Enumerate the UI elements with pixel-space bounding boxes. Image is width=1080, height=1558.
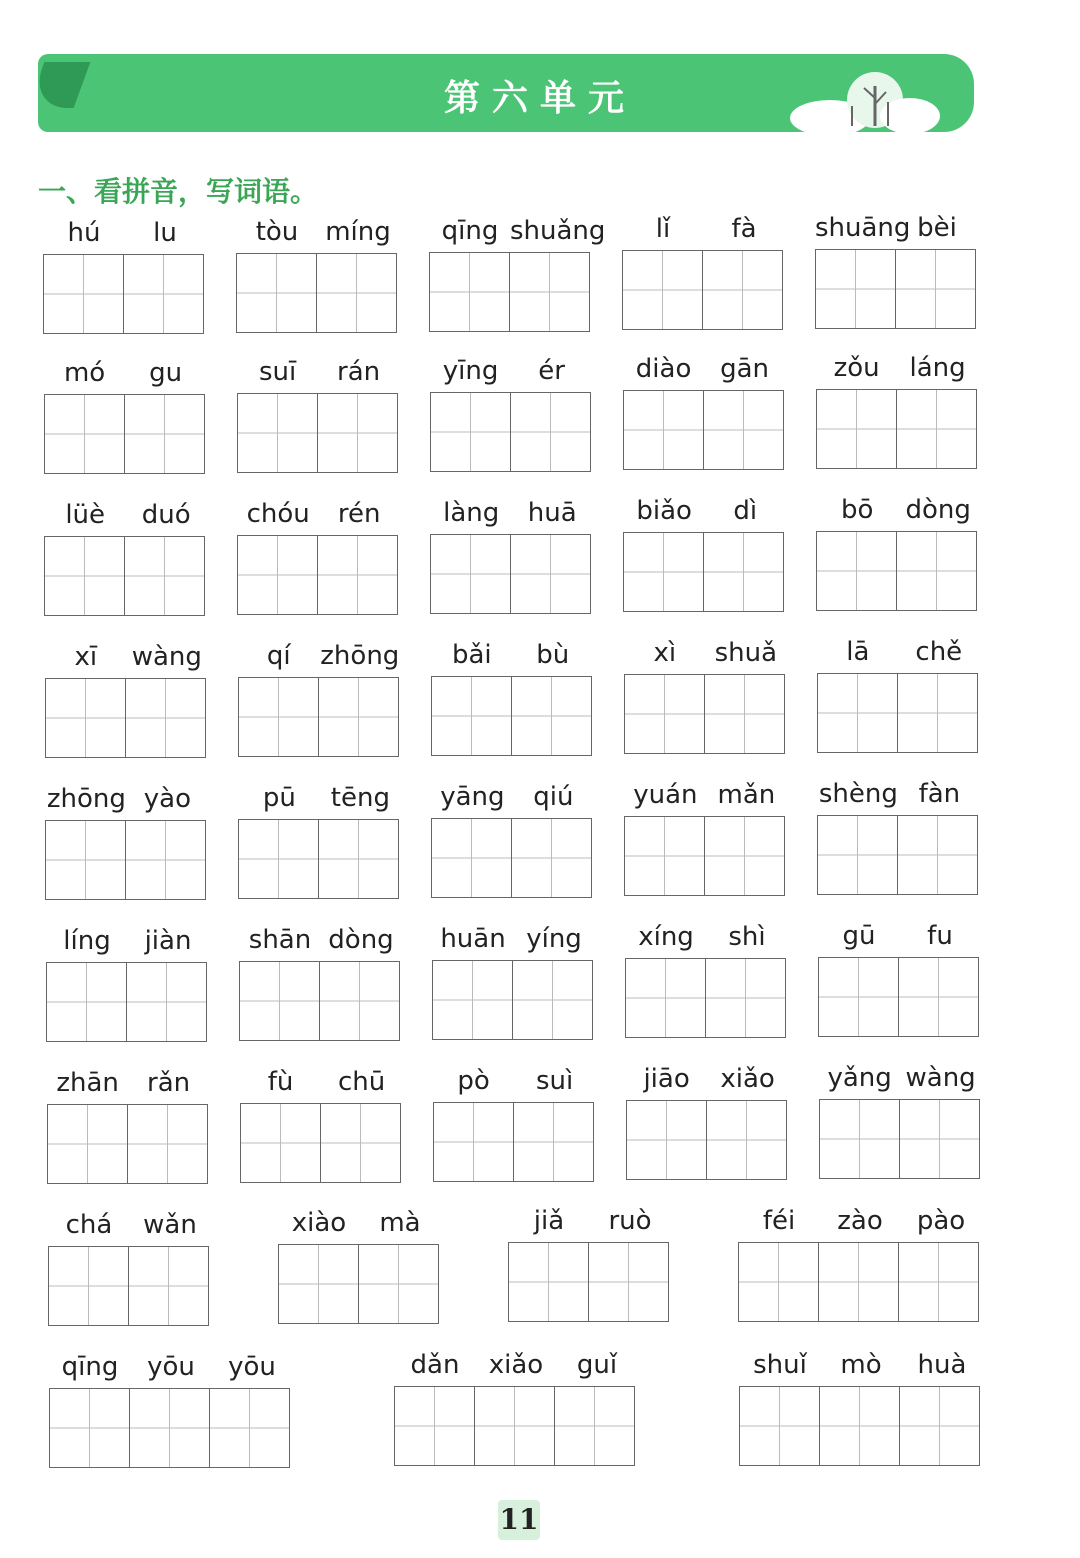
writing-boxes (433, 1102, 594, 1182)
pinyin-syllable: xiǎo (720, 1064, 775, 1095)
writing-boxes (624, 674, 785, 754)
writing-box[interactable] (623, 532, 704, 612)
page-number: 11 (498, 1500, 540, 1540)
writing-boxes (43, 254, 204, 334)
pinyin-syllable: ér (538, 355, 565, 386)
writing-boxes (817, 673, 978, 753)
pinyin-syllable: hú (67, 218, 101, 248)
writing-box[interactable] (125, 678, 206, 758)
writing-box[interactable] (238, 819, 319, 899)
pinyin-syllable: chá (65, 1210, 113, 1240)
writing-box[interactable] (625, 958, 706, 1038)
writing-box[interactable] (512, 960, 593, 1040)
writing-boxes (46, 962, 207, 1042)
writing-box[interactable] (624, 816, 705, 896)
pinyin-syllable: míng (325, 216, 391, 247)
pinyin-syllable: xíng (638, 922, 694, 953)
pinyin-syllable: lu (153, 218, 177, 248)
writing-boxes (45, 678, 206, 758)
writing-box[interactable] (45, 678, 126, 758)
pinyin-syllable: pū (262, 782, 296, 813)
pinyin-syllable: xī (74, 642, 98, 672)
writing-boxes (44, 394, 205, 474)
pinyin-syllable: wàng (131, 642, 202, 672)
writing-box[interactable] (511, 676, 592, 756)
pinyin-syllable: dòng (905, 495, 971, 526)
writing-box[interactable] (46, 962, 127, 1042)
writing-box[interactable] (899, 1386, 980, 1466)
pinyin-syllable: pò (457, 1065, 490, 1096)
writing-box[interactable] (896, 389, 977, 469)
pinyin-syllable: diào (635, 354, 692, 385)
writing-box[interactable] (508, 1242, 589, 1322)
writing-box[interactable] (704, 816, 785, 896)
writing-box[interactable] (430, 534, 511, 614)
writing-boxes (237, 393, 398, 473)
writing-boxes (49, 1388, 290, 1468)
writing-box[interactable] (704, 674, 785, 754)
writing-boxes (394, 1386, 635, 1466)
writing-box[interactable] (44, 536, 125, 616)
writing-box[interactable] (318, 677, 399, 757)
writing-box[interactable] (431, 676, 512, 756)
writing-boxes (508, 1242, 669, 1322)
writing-boxes (816, 531, 977, 611)
writing-box[interactable] (45, 820, 126, 900)
writing-box[interactable] (43, 254, 124, 334)
pinyin-syllable: dì (733, 496, 758, 527)
pinyin-syllable: qīng (61, 1352, 119, 1382)
writing-box[interactable] (819, 1386, 900, 1466)
pinyin-syllable: dǎn (410, 1350, 460, 1380)
pinyin-syllable: rán (337, 356, 381, 387)
writing-boxes (430, 392, 591, 472)
writing-box[interactable] (895, 249, 976, 329)
writing-box[interactable] (431, 818, 512, 898)
writing-box[interactable] (739, 1386, 820, 1466)
writing-box[interactable] (818, 1242, 899, 1322)
writing-box[interactable] (738, 1242, 819, 1322)
writing-boxes (819, 1099, 980, 1179)
pinyin-syllable: bèi (917, 213, 957, 244)
pinyin-syllable: yíng (526, 923, 582, 954)
writing-box[interactable] (815, 249, 896, 329)
writing-boxes (239, 961, 400, 1041)
pinyin-syllable: yōu (228, 1352, 276, 1382)
writing-boxes (45, 820, 206, 900)
pinyin-syllable: mà (379, 1208, 421, 1238)
pinyin-syllable: qīng (441, 215, 499, 246)
pinyin-syllable: gān (720, 354, 770, 385)
writing-boxes (622, 250, 783, 330)
writing-box[interactable] (236, 253, 317, 333)
writing-box[interactable] (123, 254, 204, 334)
writing-boxes (818, 957, 979, 1037)
pinyin-syllable: biǎo (636, 496, 692, 527)
writing-box[interactable] (238, 677, 319, 757)
writing-box[interactable] (623, 390, 704, 470)
writing-box[interactable] (626, 1100, 707, 1180)
writing-box[interactable] (510, 392, 591, 472)
writing-box[interactable] (897, 673, 978, 753)
pinyin-syllable: tēng (330, 782, 390, 813)
pinyin-syllable: huā (527, 497, 577, 528)
writing-boxes (236, 253, 397, 333)
writing-box[interactable] (49, 1388, 130, 1468)
pinyin-syllable: bù (536, 639, 570, 670)
writing-boxes (623, 390, 784, 470)
pinyin-syllable: fu (927, 921, 953, 952)
writing-box[interactable] (48, 1246, 129, 1326)
writing-boxes (44, 536, 205, 616)
pinyin-syllable: shuǐ (753, 1350, 807, 1380)
writing-box[interactable] (237, 393, 318, 473)
pinyin-syllable: pào (916, 1206, 966, 1236)
writing-box[interactable] (394, 1386, 475, 1466)
pinyin-syllable: guǐ (576, 1350, 618, 1380)
pinyin-syllable: làng (443, 497, 500, 528)
writing-box[interactable] (896, 531, 977, 611)
writing-box[interactable] (816, 531, 897, 611)
pinyin-syllable: chū (337, 1066, 386, 1097)
writing-box[interactable] (319, 961, 400, 1041)
pinyin-syllable: zǒu (833, 353, 880, 384)
writing-box[interactable] (706, 1100, 787, 1180)
writing-box[interactable] (433, 1102, 514, 1182)
writing-box[interactable] (474, 1386, 555, 1466)
writing-box[interactable] (588, 1242, 669, 1322)
writing-box[interactable] (240, 1103, 321, 1183)
writing-box[interactable] (817, 815, 898, 895)
pinyin-syllable: fù (267, 1066, 294, 1097)
writing-boxes (238, 677, 399, 757)
pinyin-syllable: lüè (65, 500, 106, 530)
writing-boxes (237, 535, 398, 615)
pinyin-syllable: huà (917, 1350, 967, 1380)
pinyin-syllable: bǎi (451, 639, 492, 670)
pinyin-syllable: yuán (633, 780, 698, 811)
writing-box[interactable] (317, 393, 398, 473)
writing-box[interactable] (897, 815, 978, 895)
unit-title: 第六单元 (443, 78, 636, 119)
pinyin-syllable: gu (149, 358, 183, 388)
writing-box[interactable] (509, 252, 590, 332)
pinyin-syllable: fàn (918, 779, 961, 810)
writing-box[interactable] (702, 250, 783, 330)
pinyin-syllable: duó (141, 500, 191, 530)
writing-boxes (240, 1103, 401, 1183)
pinyin-syllable: jiāo (643, 1064, 690, 1095)
pinyin-syllable: wàng (905, 1063, 976, 1094)
writing-box[interactable] (237, 535, 318, 615)
writing-box[interactable] (124, 536, 205, 616)
pinyin-syllable: tòu (255, 216, 299, 247)
pinyin-syllable: bō (840, 495, 874, 526)
writing-box[interactable] (316, 253, 397, 333)
pinyin-syllable: shuāng (815, 213, 911, 244)
writing-box[interactable] (358, 1244, 439, 1324)
pinyin-syllable: chóu (246, 498, 310, 529)
writing-box[interactable] (510, 534, 591, 614)
writing-boxes (816, 389, 977, 469)
pinyin-syllable: ruò (608, 1206, 652, 1236)
pinyin-syllable: chě (915, 637, 963, 668)
writing-boxes (624, 816, 785, 896)
writing-boxes (429, 252, 590, 332)
pinyin-syllable: láng (909, 353, 966, 384)
pinyin-syllable: mǎn (717, 780, 776, 811)
writing-box[interactable] (278, 1244, 359, 1324)
writing-boxes (623, 532, 784, 612)
pinyin-syllable: shì (728, 922, 766, 953)
pinyin-syllable: yōu (147, 1352, 195, 1382)
pinyin-syllable: lā (846, 637, 870, 668)
pinyin-syllable: qí (266, 640, 291, 671)
pinyin-syllable: zhōng (46, 784, 126, 814)
writing-boxes (48, 1246, 209, 1326)
writing-box[interactable] (898, 957, 979, 1037)
pinyin-syllable: yào (143, 784, 191, 814)
writing-box[interactable] (430, 392, 511, 472)
writing-boxes (432, 960, 593, 1040)
pinyin-syllable: wǎn (143, 1210, 197, 1240)
writing-boxes (430, 534, 591, 614)
pinyin-syllable: mò (840, 1350, 882, 1380)
writing-box[interactable] (705, 958, 786, 1038)
pinyin-syllable: féi (762, 1206, 796, 1236)
pinyin-syllable: xì (653, 638, 677, 669)
pinyin-syllable: xiǎo (488, 1350, 544, 1380)
writing-box[interactable] (819, 1099, 900, 1179)
writing-boxes (625, 958, 786, 1038)
writing-box[interactable] (209, 1388, 290, 1468)
pinyin-syllable: shèng (818, 779, 898, 810)
pinyin-syllable: gū (842, 921, 876, 952)
section-heading: 一、看拼音，写词语。 (38, 175, 319, 208)
writing-boxes (278, 1244, 439, 1324)
pinyin-syllable: líng (63, 926, 111, 956)
writing-box[interactable] (511, 818, 592, 898)
writing-boxes (431, 676, 592, 756)
pinyin-syllable: huān (440, 923, 506, 954)
writing-box[interactable] (129, 1388, 210, 1468)
pinyin-syllable: rén (337, 498, 381, 529)
writing-box[interactable] (126, 962, 207, 1042)
writing-box[interactable] (239, 961, 320, 1041)
pinyin-syllable: shān (248, 924, 312, 955)
pinyin-syllable: shuǎ (714, 638, 778, 669)
writing-box[interactable] (320, 1103, 401, 1183)
pinyin-syllable: dòng (328, 924, 394, 955)
writing-box[interactable] (429, 252, 510, 332)
writing-box[interactable] (127, 1104, 208, 1184)
pinyin-syllable: jiàn (144, 926, 192, 956)
writing-box[interactable] (124, 394, 205, 474)
pinyin-syllable: zhān (56, 1068, 119, 1098)
writing-box[interactable] (125, 820, 206, 900)
pinyin-syllable: yǎng (827, 1063, 892, 1094)
writing-box[interactable] (817, 673, 898, 753)
writing-box[interactable] (818, 957, 899, 1037)
writing-box[interactable] (44, 394, 125, 474)
writing-box[interactable] (318, 819, 399, 899)
tree-cloud-icon (790, 66, 940, 132)
writing-box[interactable] (624, 674, 705, 754)
writing-box[interactable] (432, 960, 513, 1040)
pinyin-syllable: shuǎng (510, 215, 606, 246)
writing-box[interactable] (703, 532, 784, 612)
writing-box[interactable] (622, 250, 703, 330)
writing-boxes (626, 1100, 787, 1180)
pinyin-syllable: lǐ (655, 214, 671, 245)
pinyin-syllable: zào (837, 1206, 883, 1236)
writing-box[interactable] (47, 1104, 128, 1184)
writing-box[interactable] (703, 390, 784, 470)
pinyin-syllable: yīng (442, 355, 499, 386)
writing-box[interactable] (513, 1102, 594, 1182)
pinyin-syllable: xiào (291, 1208, 347, 1238)
pinyin-syllable: rǎn (147, 1068, 191, 1098)
pinyin-syllable: qiú (533, 781, 574, 812)
pinyin-syllable: fà (731, 214, 757, 245)
writing-boxes (815, 249, 976, 329)
writing-box[interactable] (899, 1099, 980, 1179)
writing-boxes (739, 1386, 980, 1466)
pinyin-syllable: jiǎ (533, 1206, 565, 1236)
writing-boxes (238, 819, 399, 899)
writing-box[interactable] (317, 535, 398, 615)
writing-box[interactable] (128, 1246, 209, 1326)
writing-box[interactable] (554, 1386, 635, 1466)
pinyin-syllable: yāng (440, 781, 505, 812)
pinyin-syllable: suì (535, 1065, 574, 1096)
writing-boxes (431, 818, 592, 898)
writing-box[interactable] (898, 1242, 979, 1322)
writing-box[interactable] (816, 389, 897, 469)
writing-boxes (817, 815, 978, 895)
pinyin-syllable: zhōng (320, 640, 400, 671)
pinyin-syllable: suī (258, 356, 297, 387)
writing-boxes (738, 1242, 979, 1322)
pinyin-syllable: mó (63, 358, 106, 388)
writing-boxes (47, 1104, 208, 1184)
